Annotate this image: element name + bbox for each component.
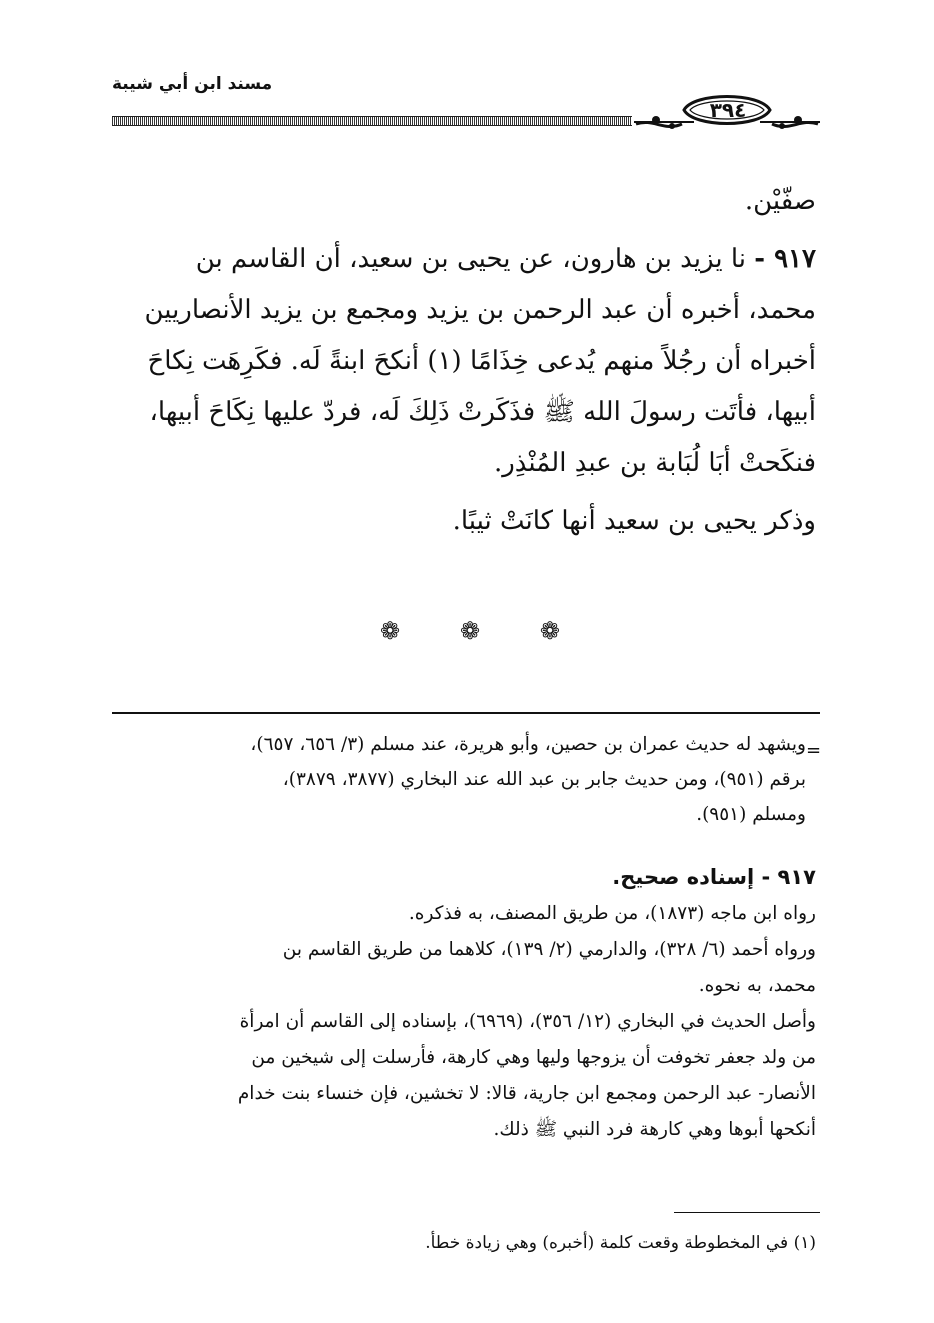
hadith-number: ٩١٧ - (754, 244, 816, 274)
section-separator (380, 616, 560, 646)
running-header-title: مسند ابن أبي شيبة (112, 74, 273, 94)
header-rule (112, 116, 632, 126)
continuation-mark: = (806, 740, 822, 761)
separator-star-icon: ❁ (459, 617, 481, 645)
note-continuation-line-2: برقم (٩٥١)، ومن حديث جابر بن عبد الله عند البخاري (٣٨٧٧، ٣٨٧٩)، (282, 769, 806, 790)
note-continuation-line-1: ويشهد له حديث عمران بن حصين، وأبو هريرة، عند مسلم (٣/ ٦٥٦، ٦٥٧)، (250, 734, 806, 755)
takhrij-line-4: وأصل الحديث في البخاري (١٢/ ٣٥٦)، (٦٩٦٩)، بإسناده إلى القاسم أن امرأة (239, 1011, 816, 1032)
hadith-line-1-text: نا يزيد بن هارون، عن يحيى بن سعيد، أن القاسم بن (195, 244, 746, 274)
footnote-1: (١) في المخطوطة وقعت كلمة (أخبره) وهي زيادة خطأ. (425, 1233, 816, 1253)
takhrij-line-1: رواه ابن ماجه (١٨٧٣)، من طريق المصنف، به فذكره. (408, 903, 816, 924)
takhrij-heading: ٩١٧ - إسناده صحيح. (612, 865, 816, 889)
separator-star-icon: ❁ (539, 617, 560, 645)
hadith-line-3: أخبراه أن رجُلاً منهم يُدعى خِذَامًا (١) أنكحَ ابنةً لَه. فكَرِهَت نِكاحَ (147, 346, 816, 376)
separator-star-icon: ❁ (380, 617, 401, 645)
hadith-line-5: فنكَحتْ أبَا لُبَابة بن عبدِ المُنْذِر. (493, 448, 816, 478)
hadith-line-1 (110, 234, 816, 285)
closing-line: وذكر يحيى بن سعيد أنها كانَتْ ثيبًا. (452, 506, 816, 536)
hadith-line-2: محمد، أخبره أن عبد الرحمن بن يزيد ومجمع بن يزيد الأنصاريين (144, 295, 816, 325)
main-text-line-top: صفّيْن. (744, 186, 816, 216)
note-continuation-line-3: ومسلم (٩٥١). (696, 804, 806, 825)
footnote-rule (674, 1212, 820, 1213)
takhrij-line-5: من ولد جعفر تخوفت أن يزوجها وليها وهي كارهة، فأرسلت إلى شيخين من (251, 1047, 816, 1068)
page-number: ٣٩٤ (709, 98, 747, 122)
takhrij-line-6: الأنصار- عبد الرحمن ومجمع ابن جارية، قالا: لا تخشين، فإن خنساء بنت خدام (237, 1083, 816, 1104)
hadith-line-4: أبيها، فأتَت رسولَ الله ﷺ فذَكَرتْ ذَلِكَ لَه، فردّ عليها نِكَاحَ أبيها، (149, 397, 816, 427)
takhrij-line-7: أنكحها أبوها وهي كارهة فرد النبي ﷺ ذلك. (493, 1119, 816, 1140)
takhrij-line-3: محمد، به نحوه. (698, 975, 816, 996)
takhrij-line-2: ورواه أحمد (٦/ ٣٢٨)، والدارمي (٢/ ١٣٩)، كلاهما من طريق القاسم بن (282, 939, 816, 960)
notes-separator-rule (112, 712, 820, 714)
